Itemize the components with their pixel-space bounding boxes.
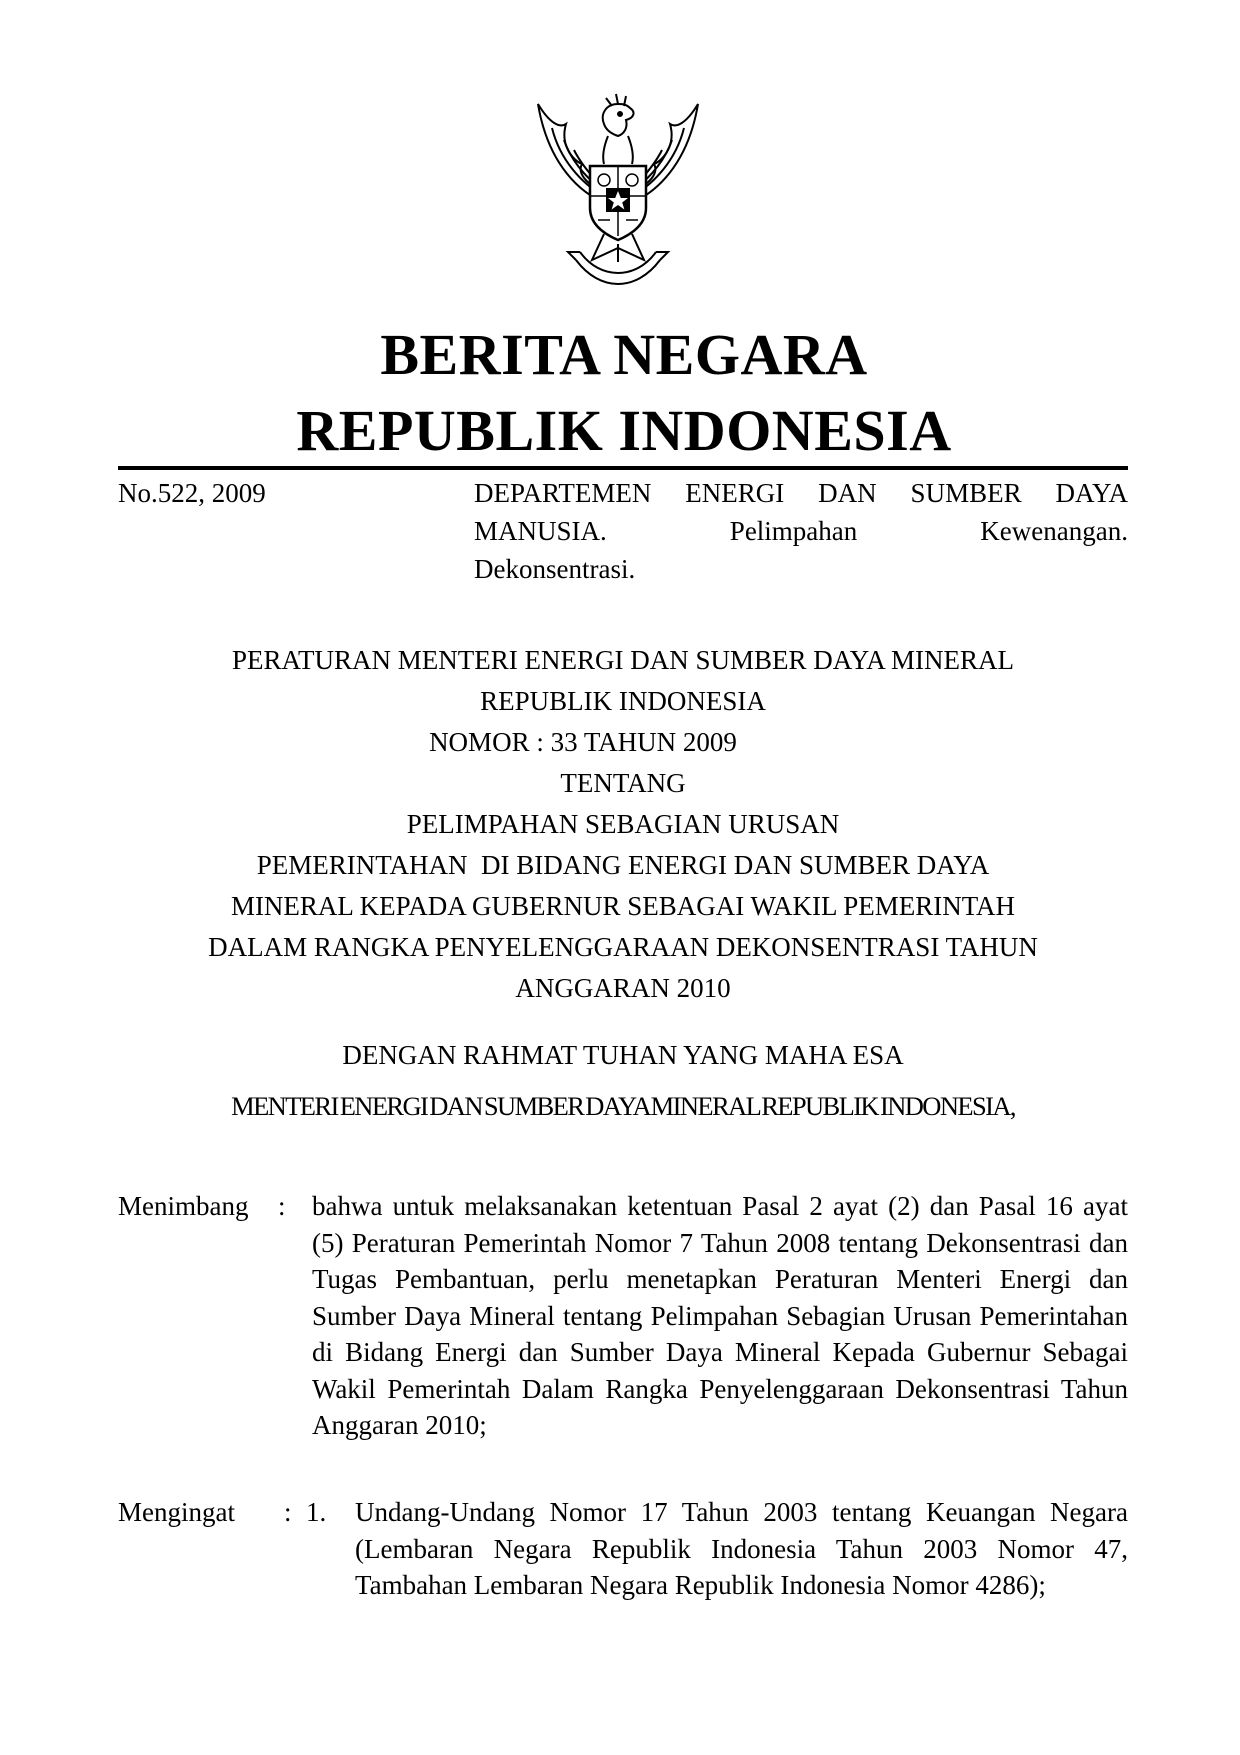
mengingat-item-text: Undang-Undang Nomor 17 Tahun 2003 tentang Keuangan Negara (Lembaran Negara Republik Indonesia Tahun 2003 Nomor 47, Tambahan Lembaran Negara Republik Indonesia Nomor 4286);	[355, 1497, 1128, 1600]
title-line: PEMERINTAHAN DI BIDANG ENERGI DAN SUMBER DAYA	[256, 850, 990, 880]
title-line: REPUBLIK INDONESIA	[480, 686, 766, 716]
gazette-subject	[474, 474, 1128, 588]
minister-heading: MENTERI ENERGI DAN SUMBER DAYA MINERAL REPUBLIK INDONESIA,	[231, 1091, 1015, 1121]
title-line: TENTANG	[560, 768, 686, 798]
subject-line: MANUSIA. Pelimpahan Kewenangan.	[474, 516, 1128, 546]
title-line: PERATURAN MENTERI ENERGI DAN SUMBER DAYA MINERAL	[231, 645, 1015, 675]
menimbang-text: bahwa untuk melaksanakan ketentuan Pasal 2 ayat (2) dan Pasal 16 ayat (5) Peraturan Pemerintah Nomor 7 Tahun 2008 tentang Dekonsentrasi dan Tugas Pembantuan, perlu menetapkan Peraturan Menteri Energi dan Sumber Daya Mineral tentang Pelimpahan Sebagian Urusan Pemerintahan di Bidang Energi dan Sumber Daya Mineral Kepada Gubernur Sebagai Wakil Pemerintah Dalam Rangka Penyelenggaraan Dekonsentrasi Tahun Anggaran 2010;	[312, 1191, 1128, 1440]
mengingat-item-number: 1.	[306, 1497, 327, 1527]
title-line: PELIMPAHAN SEBAGIAN URUSAN	[406, 809, 840, 839]
title-line: MINERAL KEPADA GUBERNUR SEBAGAI WAKIL PEMERINTAH	[230, 891, 1016, 921]
menimbang-colon: :	[278, 1191, 286, 1221]
masthead-title: BERITA NEGARA	[380, 322, 868, 387]
garuda-emblem-icon	[520, 84, 716, 302]
regulation-title	[118, 640, 1128, 1009]
invocation: DENGAN RAHMAT TUHAN YANG MAHA ESA	[342, 1040, 904, 1070]
title-line: DALAM RANGKA PENYELENGGARAAN DEKONSENTRASI TAHUN	[208, 932, 1038, 962]
masthead-divider	[118, 466, 1128, 470]
mengingat-colon: :	[284, 1497, 292, 1527]
gazette-number: No.522, 2009	[118, 478, 266, 508]
title-line: NOMOR : 33 TAHUN 2009	[429, 727, 737, 757]
subject-line: Dekonsentrasi.	[474, 554, 636, 584]
subject-line: DEPARTEMEN ENERGI DAN SUMBER DAYA	[474, 478, 1128, 508]
mengingat-label: Mengingat	[118, 1497, 235, 1527]
title-line: ANGGARAN 2010	[515, 973, 731, 1003]
masthead-subtitle: REPUBLIK INDONESIA	[296, 398, 952, 463]
menimbang-label: Menimbang	[118, 1191, 249, 1221]
